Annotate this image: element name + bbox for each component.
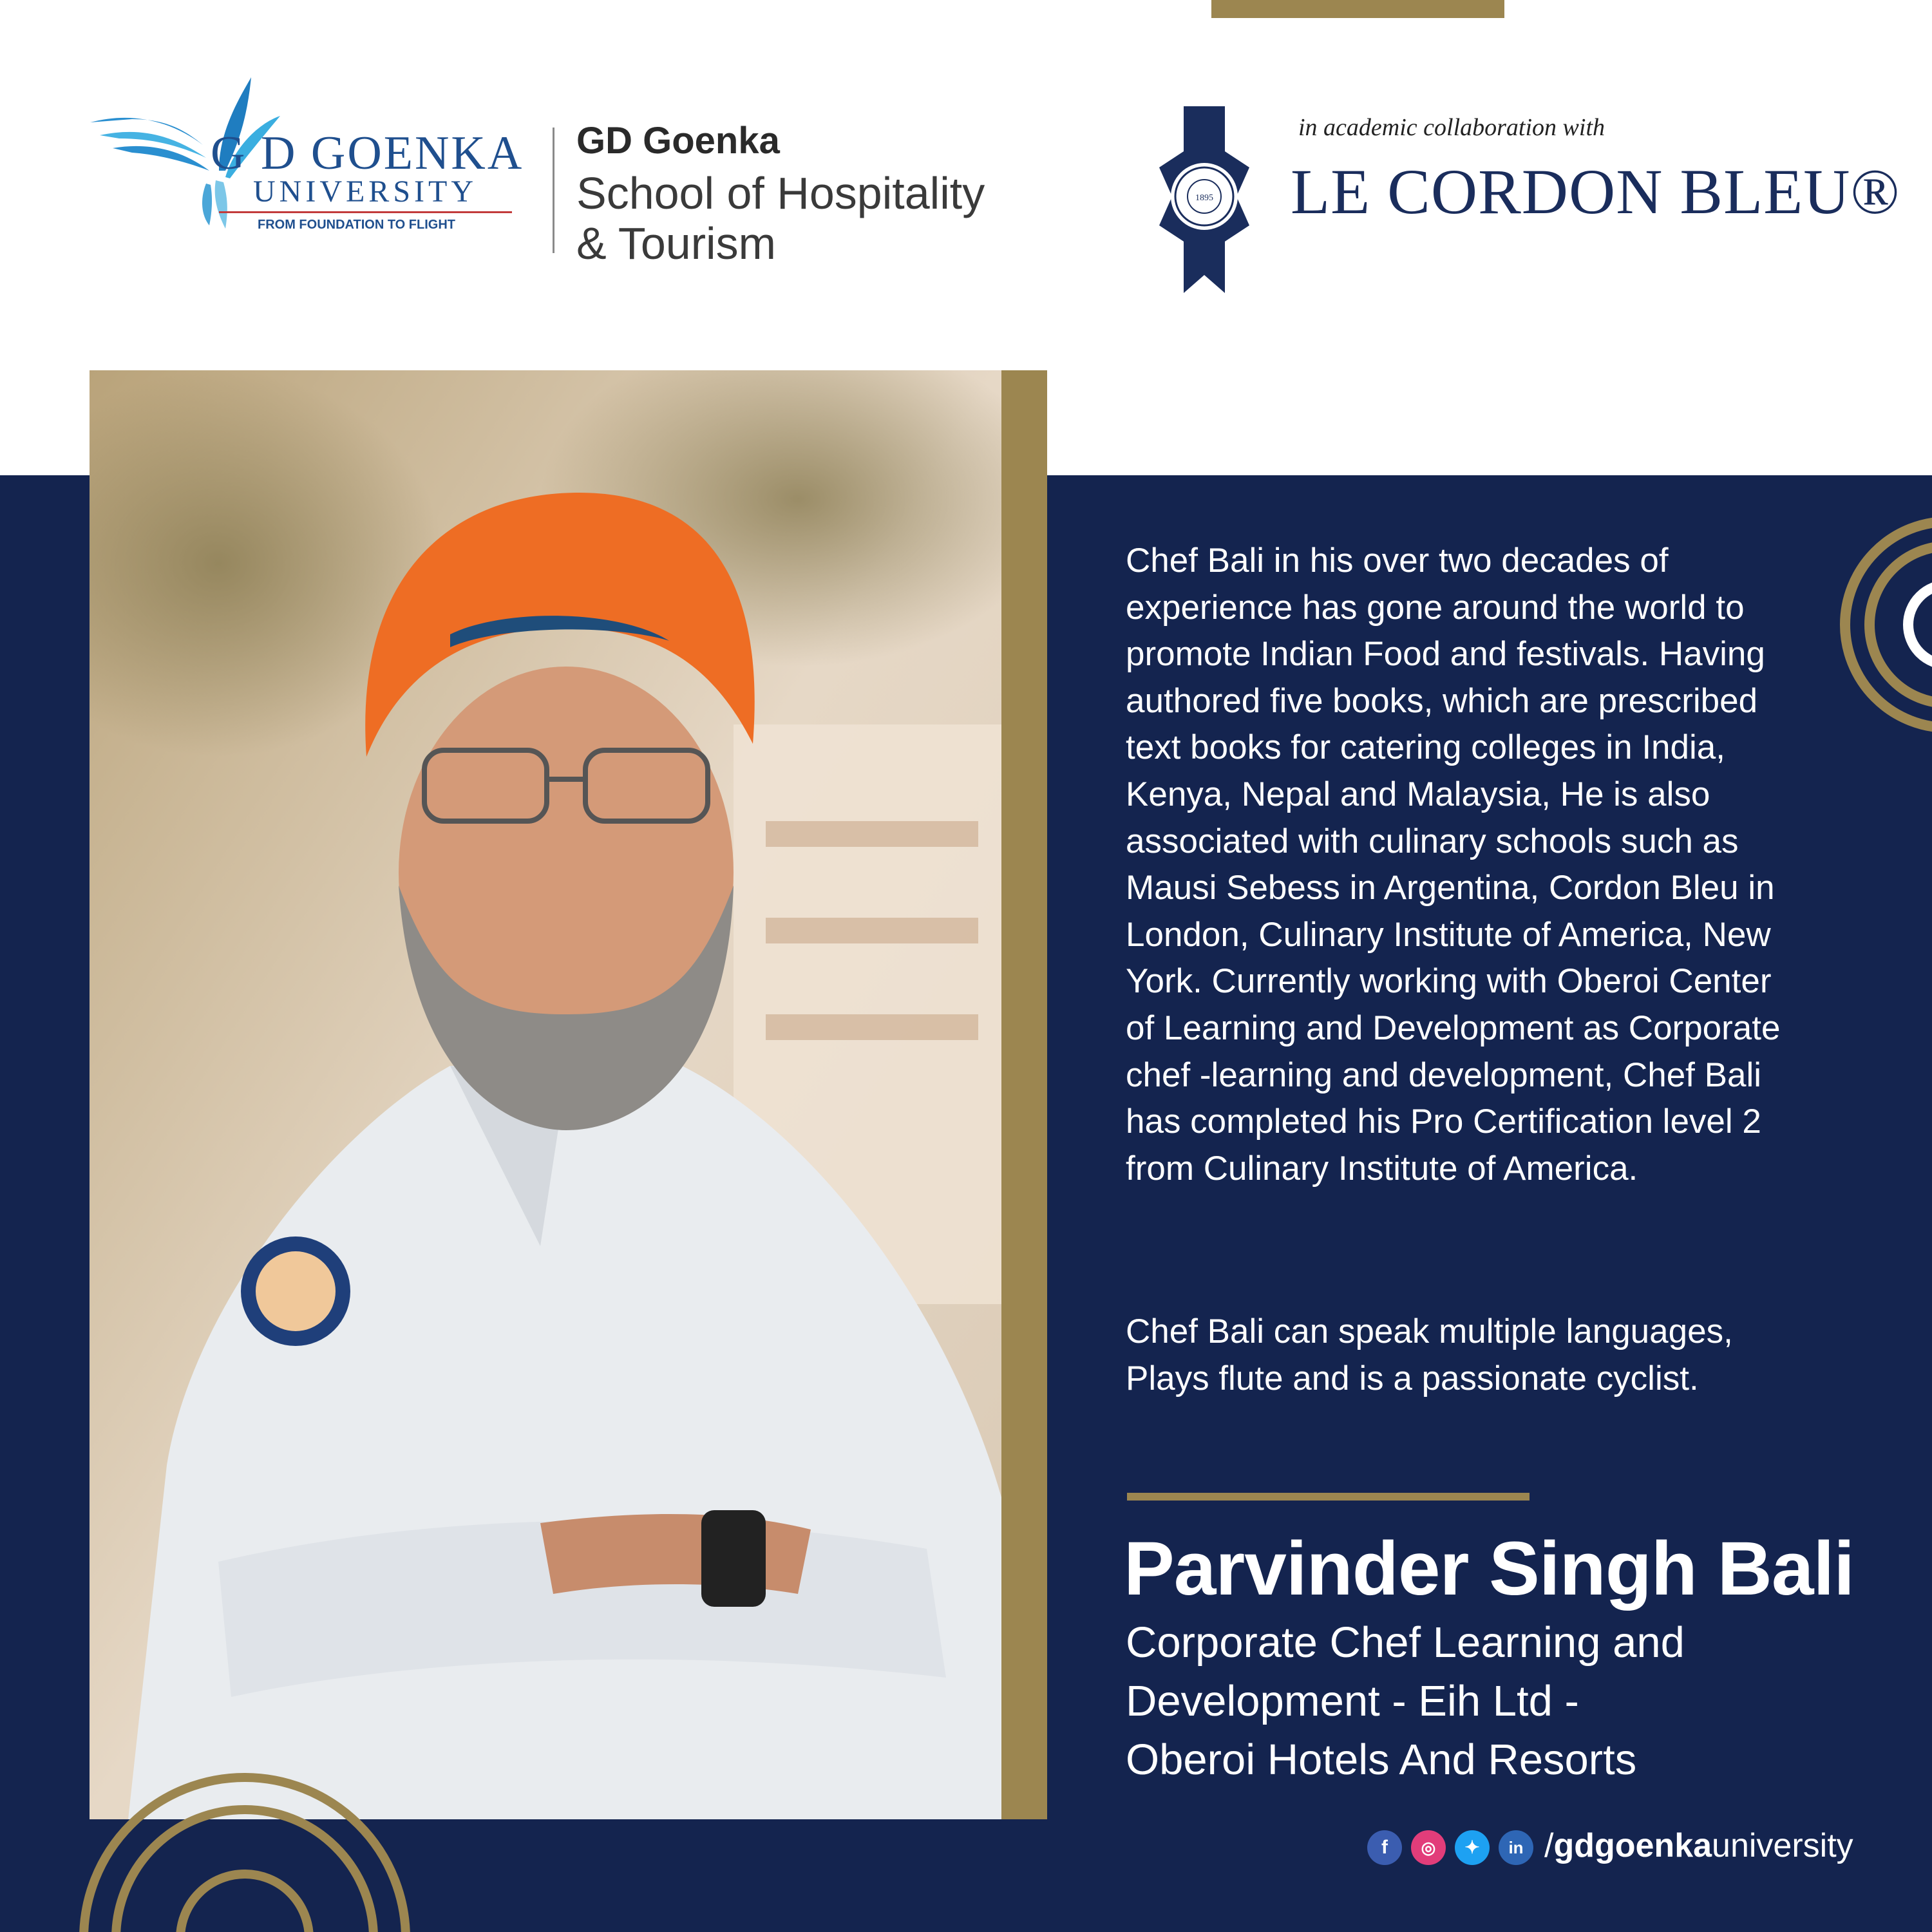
chef-bio-paragraph-2: Chef Bali can speak multiple languages, Plays flute and is a passionate cyclist. [1126,1312,1733,1397]
instagram-icon[interactable]: ◎ [1411,1830,1446,1865]
school-name-line3: & Tourism [576,218,776,269]
school-name-line1: GD Goenka [576,120,780,162]
twitter-icon[interactable]: ✦ [1455,1830,1490,1865]
gold-top-accent [1211,0,1504,18]
collaboration-text: in academic collaboration with [1298,114,1605,141]
svg-text:1895: 1895 [1195,193,1213,203]
gdg-name-text: G D GOENKA [211,127,524,180]
school-name-line2: School of Hospitality [576,168,985,218]
handle-prefix: / [1544,1827,1554,1864]
chef-role [1126,1613,1866,1789]
linkedin-icon[interactable]: in [1499,1830,1533,1865]
chef-bio-paragraph-1: Chef Bali in his over two decades of experience has gone around the world to promote Indian Food and festivals. Having authored five books, which are prescribed text books for catering colleges in India, Kenya, Nepal and Malaysia, He is also associated with culinary schools such as Mausi Sebess in Argentina, Cordon Bleu in London, Culinary Institute of America, New York. Currently working with Oberoi Center of Learning and Development as Corporate chef -learning and development, Chef Bali has completed his Pro Certification level 2 from Culinary Institute of America. [1126,542,1781,1188]
photo-gold-frame [1001,370,1047,1819]
le-cordon-bleu-logotype: LE CORDON BLEU® [1291,156,1900,227]
lcb-emblem-icon [1159,106,1249,293]
gdg-university-text: UNIVERSITY [253,175,477,209]
gdg-red-underline [219,211,512,213]
decor-circles-bottom [77,1745,412,1932]
logo-divider [553,128,554,253]
chef-role-line3: Oberoi Hotels And Resorts [1126,1736,1637,1784]
chef-name: Parvinder Singh Bali [1124,1526,1855,1611]
decor-circles-right [1816,509,1932,766]
chef-role-line1: Corporate Chef Learning and [1126,1618,1685,1667]
social-handle[interactable] [1544,1826,1853,1865]
chef-role-line2: Development - Eih Ltd - [1126,1677,1579,1725]
gold-divider [1127,1493,1530,1501]
chef-portrait-photo [90,370,1001,1819]
handle-bold: gdgoenka [1553,1827,1712,1864]
facebook-icon[interactable]: f [1367,1830,1402,1865]
handle-rest: university [1712,1827,1853,1864]
gdg-tagline: FROM FOUNDATION TO FLIGHT [258,218,456,232]
